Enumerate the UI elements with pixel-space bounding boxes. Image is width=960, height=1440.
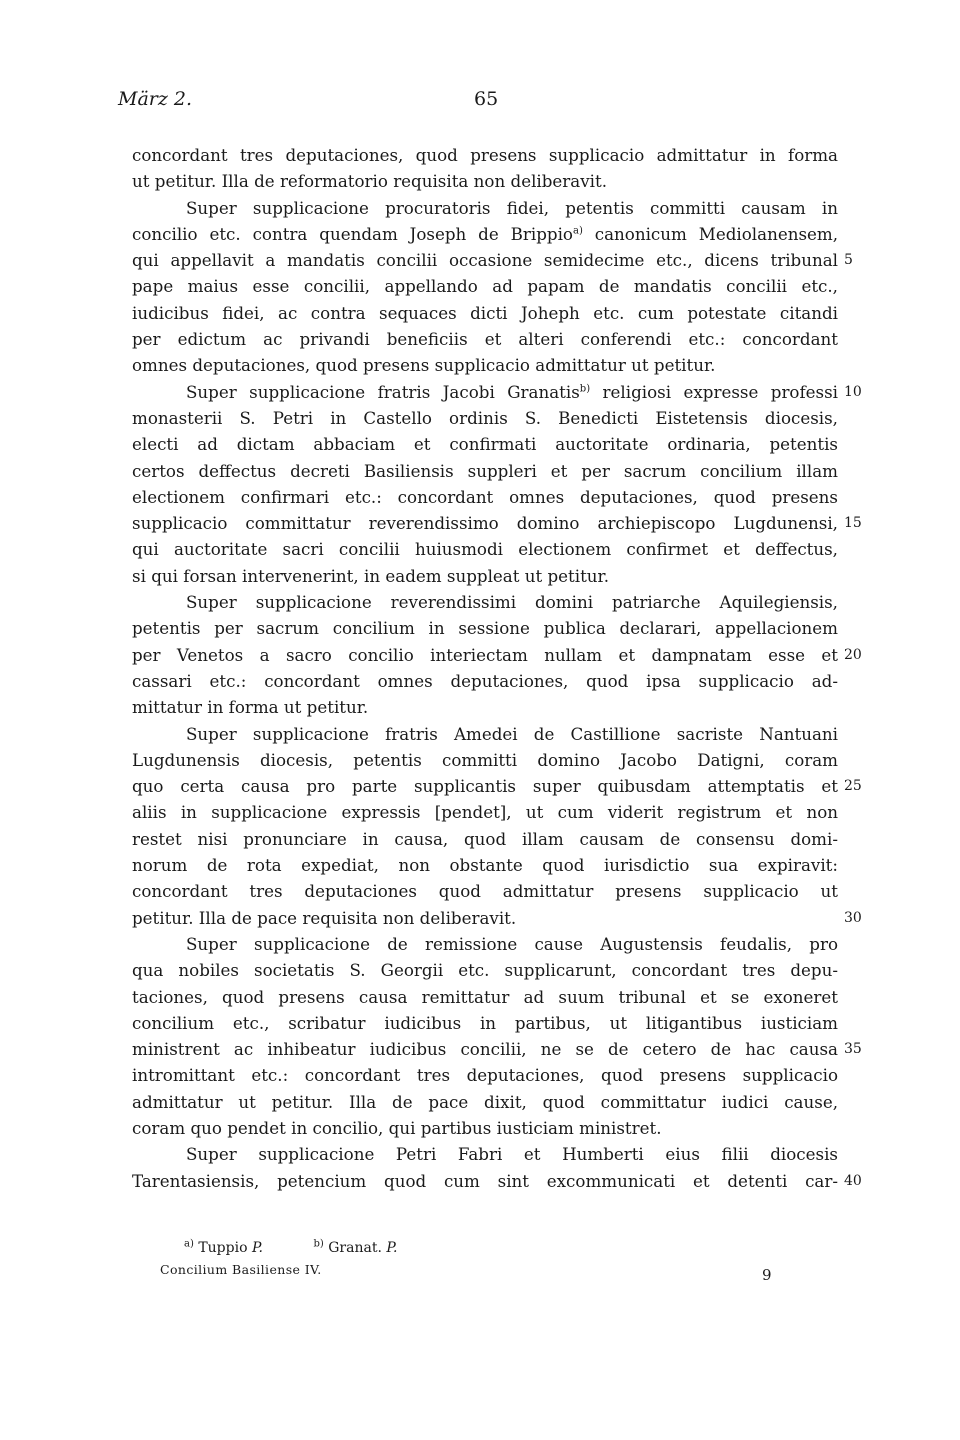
footnote-a: [184, 1240, 263, 1256]
text-line: [132, 405, 838, 431]
line-text: Tarentasiensis, petencium quod cum sint excommunicati et detenti car-: [132, 1170, 838, 1191]
text-line: [132, 195, 838, 221]
text-line: [132, 694, 838, 720]
text-line: [132, 247, 853, 273]
line-number: 40: [844, 1172, 862, 1189]
text-line: [132, 326, 838, 352]
line-text: ut petitur. Illa de reformatorio requisita non deliberavit.: [132, 171, 608, 192]
line-text: coram quo pendet in concilio, qui partibus iusticiam ministret.: [132, 1117, 662, 1138]
line-text: concordant tres deputaciones, quod presens supplicacio admittatur in forma: [132, 145, 838, 165]
line-number: 25: [844, 778, 862, 795]
text-line: [132, 431, 838, 457]
line-text: Super supplicacione de remissione cause Augustensis feudalis, pro: [186, 933, 838, 954]
text-line: [132, 721, 838, 747]
line-text: si qui forsan intervenerint, in eadem suppleat ut petitur.: [132, 565, 609, 586]
line-text: quo certa causa pro parte supplicantis super quibusdam attemptatis et: [132, 776, 838, 797]
footnote-b-source: P.: [386, 1240, 398, 1256]
text-line: [132, 168, 838, 194]
line-text: aliis in supplicacione expressis [pendet], ut cum viderit registrum et non: [132, 802, 838, 823]
text-line: [132, 484, 838, 510]
line-text: concilio etc. contra quendam Joseph de Brippio$^{a)}$ canonicum Mediolanensem,: [132, 223, 839, 244]
printer-signature: 9: [762, 1266, 772, 1284]
page-number: 65: [474, 88, 499, 110]
line-text: qui auctoritate sacri concilii huiusmodi electionem confirmet et deffectus,: [132, 539, 838, 560]
text-line: [132, 878, 838, 904]
body-text: [132, 142, 862, 1194]
line-text: electionem confirmari etc.: concordant omnes deputaciones, quod presens: [132, 486, 838, 507]
text-line: [132, 826, 838, 852]
text-line: [132, 352, 838, 378]
text-line: [132, 221, 838, 247]
text-line: [132, 563, 838, 589]
line-text: per Venetos a sacro concilio interiectam nullam et dampnatam esse et: [132, 644, 838, 665]
line-text: intromittant etc.: concordant tres deputaciones, quod presens supplicacio: [132, 1065, 838, 1086]
text-line: [132, 984, 838, 1010]
line-text: electi ad dictam abbaciam et confirmati auctoritate ordinaria, petentis: [132, 434, 838, 455]
line-text: monasterii S. Petri in Castello ordinis S. Benedicti Eistetensis diocesis,: [132, 407, 838, 428]
series-title: Concilium Basiliense IV.: [160, 1262, 322, 1277]
footnote-b-mark: b): [313, 1238, 324, 1250]
line-number: 30: [844, 909, 862, 926]
footnote-a-source: P.: [251, 1240, 264, 1256]
text-line: [132, 799, 838, 825]
line-text: norum de rota expediat, non obstante quod iurisdictio sua expiravit:: [132, 855, 838, 876]
text-line: [132, 510, 862, 536]
running-header: [118, 88, 838, 118]
text-line: [132, 379, 862, 405]
line-text: omnes deputaciones, quod presens supplicacio admittatur ut petitur.: [132, 355, 716, 376]
line-text: ministrent ac inhibeatur iudicibus concilii, ne se de cetero de hac causa: [132, 1039, 838, 1060]
footnote-b: [313, 1240, 397, 1256]
line-text: petentis per sacrum concilium in sessione publica declarari, appellacionem: [132, 618, 838, 639]
text-line: [132, 1115, 838, 1141]
text-line: [132, 1168, 862, 1194]
line-text: Super supplicacione fratris Amedei de Castillione sacriste Nantuani: [186, 723, 838, 744]
header-date: März 2.: [118, 88, 193, 110]
line-text: pape maius esse concilii, appellando ad papam de mandatis concilii etc.,: [132, 276, 838, 297]
text-line: [132, 458, 838, 484]
line-text: concordant tres deputaciones quod admittatur presens supplicacio ut: [132, 881, 838, 902]
line-text: Super supplicacione fratris Jacobi Granatis$^{b)}$ religiosi expresse professi: [186, 381, 838, 402]
text-line: [132, 957, 838, 983]
line-text: supplicacio committatur reverendissimo domino archiepiscopo Lugdunensi,: [132, 513, 838, 534]
text-line: [132, 668, 838, 694]
text-line: [132, 747, 838, 773]
text-line: [132, 773, 862, 799]
text-line: [132, 300, 838, 326]
text-line: [132, 1089, 838, 1115]
text-line: [132, 615, 838, 641]
footnotes: [184, 1240, 443, 1256]
line-number: 5: [844, 252, 853, 269]
line-text: concilium etc., scribatur iudicibus in partibus, ut litigantibus iusticiam: [132, 1012, 838, 1033]
line-text: Super supplicacione procuratoris fidei, petentis committi causam in: [186, 197, 838, 218]
text-line: [132, 931, 838, 957]
line-text: taciones, quod presens causa remittatur ad suum tribunal et se exoneret: [132, 986, 838, 1007]
text-line: [132, 273, 838, 299]
text-line: [132, 589, 838, 615]
line-text: mittatur in forma ut petitur.: [132, 697, 369, 718]
line-text: iudicibus fidei, ac contra sequaces dicti Joheph etc. cum potestate citandi: [132, 302, 838, 323]
text-line: [132, 1010, 838, 1036]
line-number: 20: [844, 646, 862, 663]
text-line: [132, 852, 838, 878]
line-text: cassari etc.: concordant omnes deputaciones, quod ipsa supplicacio ad-: [132, 670, 838, 691]
line-text: admittatur ut petitur. Illa de pace dixit, quod committatur iudici cause,: [132, 1091, 838, 1112]
line-text: Super supplicacione Petri Fabri et Humberti eius filii diocesis: [186, 1144, 838, 1165]
line-text: per edictum ac privandi beneficiis et alteri conferendi etc.: concordant: [132, 329, 838, 350]
text-line: [132, 905, 862, 931]
text-line: [132, 142, 838, 168]
line-text: qua nobiles societatis S. Georgii etc. supplicarunt, concordant tres depu-: [132, 960, 838, 981]
line-text: restet nisi pronunciare in causa, quod illam causam de consensu domi-: [132, 828, 838, 849]
text-line: [132, 1062, 838, 1088]
line-text: Lugdunensis diocesis, petentis committi domino Jacobo Datigni, coram: [132, 749, 838, 770]
line-text: Super supplicacione reverendissimi domini patriarche Aquilegiensis,: [186, 592, 838, 613]
line-number: 10: [844, 383, 862, 400]
line-text: petitur. Illa de pace requisita non deliberavit.: [132, 907, 517, 928]
line-number: 15: [844, 515, 862, 532]
line-text: qui appellavit a mandatis concilii occasione semidecime etc., dicens tribunal: [132, 250, 838, 271]
text-line: [132, 536, 838, 562]
text-line: [132, 1141, 838, 1167]
text-line: [132, 642, 862, 668]
text-line: [132, 1036, 862, 1062]
footnote-a-mark: a): [184, 1238, 194, 1250]
line-number: 35: [844, 1041, 862, 1058]
line-text: certos deffectus decreti Basiliensis suppleri et per sacrum concilium illam: [132, 460, 838, 481]
footnote-b-text: Granat.: [328, 1240, 382, 1256]
footnote-a-text: Tuppio: [198, 1240, 248, 1256]
